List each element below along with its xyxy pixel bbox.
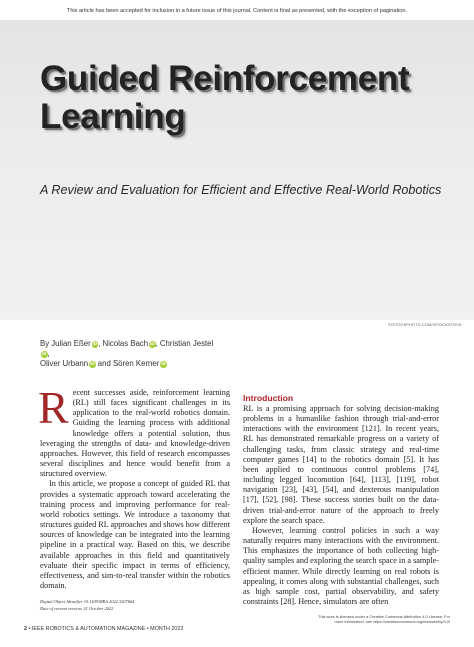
article-subtitle: A Review and Evaluation for Efficient and Effective Real-World Robotics (40, 183, 442, 197)
drop-cap: R (38, 382, 69, 433)
author-separator: , (155, 339, 160, 348)
doi[interactable]: Digital Object Identifier 10.1109/MRA.2022.3207664 (40, 599, 135, 605)
issue-date: MONTH 2022 (150, 626, 184, 632)
abstract-text-1: ecent successes aside, reinforcement learning (RL) still faces significant challenges in its application to the real-world robotics domain. Guiding the learning process with additional knowledge offers a potential solution, thus leveraging the strengths of data- and knowledge-driven approaches. However, this field of research encompasses several disciplines and hence would benefit from a structured overview. (40, 388, 230, 479)
title-line-2: Learning (40, 97, 186, 136)
license-line-1: This work is licensed under a Creative Commons Attribution 4.0 License. For (318, 614, 450, 619)
byline (40, 339, 220, 369)
author-name: Sören Kerner (112, 359, 160, 368)
intro-paragraph-2: However, learning control policies in such a way naturally requires many interactions with the environment. This emphasizes the importance of both collecting high-quality samples and exploring the search space in a sample-efficient manner. While directly learning on real robots is appealing, it comes along with substantial challenges, such as high sample cost, partial observability, and safety constraints [28]. Hence, simulators are often (243, 525, 439, 606)
page-footer (24, 626, 183, 632)
orcid-icon[interactable]: iD (92, 341, 98, 346)
orcid-icon[interactable]: iD (161, 361, 166, 366)
author-name: Christian Jestel (159, 339, 214, 348)
footer-separator: • (145, 626, 151, 632)
author-name: Oliver Urbann (40, 359, 89, 368)
introduction-column (243, 393, 439, 607)
acceptance-notice: This article has been accepted for inclusion in a future issue of this journal. Content is final as presented, with the exception of pagination. (66, 8, 408, 14)
license-line-2[interactable]: more information, see https://creativecommons.org/licenses/by/4.0/ (334, 619, 450, 625)
version-date: Date of current version: 21 October 2022 (40, 606, 114, 612)
footer-separator: • (27, 626, 32, 632)
orcid-icon[interactable]: iD (150, 341, 155, 346)
title-line-1: Guided Reinforcement (40, 59, 410, 98)
orcid-icon[interactable]: iD (41, 351, 47, 356)
abstract-paragraph-1 (38, 382, 230, 479)
abstract-paragraph-2: In this article, we propose a concept of guided RL that provides a systematic approach toward accelerating the training process and improving performance for real-world robotics settings. We introduce a taxonomy that structures guided RL approaches and shows how different sources of knowledge can be integrated into the learning pipeline in a practical way. Based on this, we describe available approaches in this field and quantitatively evaluate their specific impact in terms of efficiency, effectiveness, and sim-to-real transfer within the robotics domain. (40, 479, 230, 590)
author-separator: , (47, 349, 50, 358)
byline-prefix: By (40, 339, 52, 348)
license-notice (280, 614, 450, 624)
section-heading-introduction: Introduction (243, 393, 294, 403)
orcid-icon[interactable]: iD (90, 361, 95, 366)
author-conjunction: and (95, 359, 113, 368)
image-credit: ©ISTOCKPHOTO.COM/ISTOCKSTOCK (388, 323, 462, 327)
article-meta (40, 598, 230, 612)
page-number: 2 (24, 626, 27, 632)
article-title (40, 60, 409, 136)
author-separator: , (98, 339, 103, 348)
hero-banner (0, 20, 474, 320)
author-name: Nicolas Bach (102, 339, 149, 348)
intro-paragraph-1: RL is a promising approach for solving decision-making problems in a humanlike fashion through trial-and-error interactions with the environment [121]. In recent years, RL has demonstrated remarkable progress on a variety of challenging tasks, from classic strategy and real-time computer games [14] to the robotics domain [5]. It has been applied to continuous control problems [74], including legged locomotion [64], [113], [119], robot navigation [23], [43], [54], and dexterous manipulation [17], [52], [98]. These success stories built on the data-driven trial-and-error nature of the approach to freely explore the search space. (243, 404, 439, 525)
abstract-column (38, 382, 230, 612)
author-name: Julian Eßer (51, 339, 91, 348)
journal-name: IEEE ROBOTICS & AUTOMATION MAGAZINE (31, 626, 146, 632)
